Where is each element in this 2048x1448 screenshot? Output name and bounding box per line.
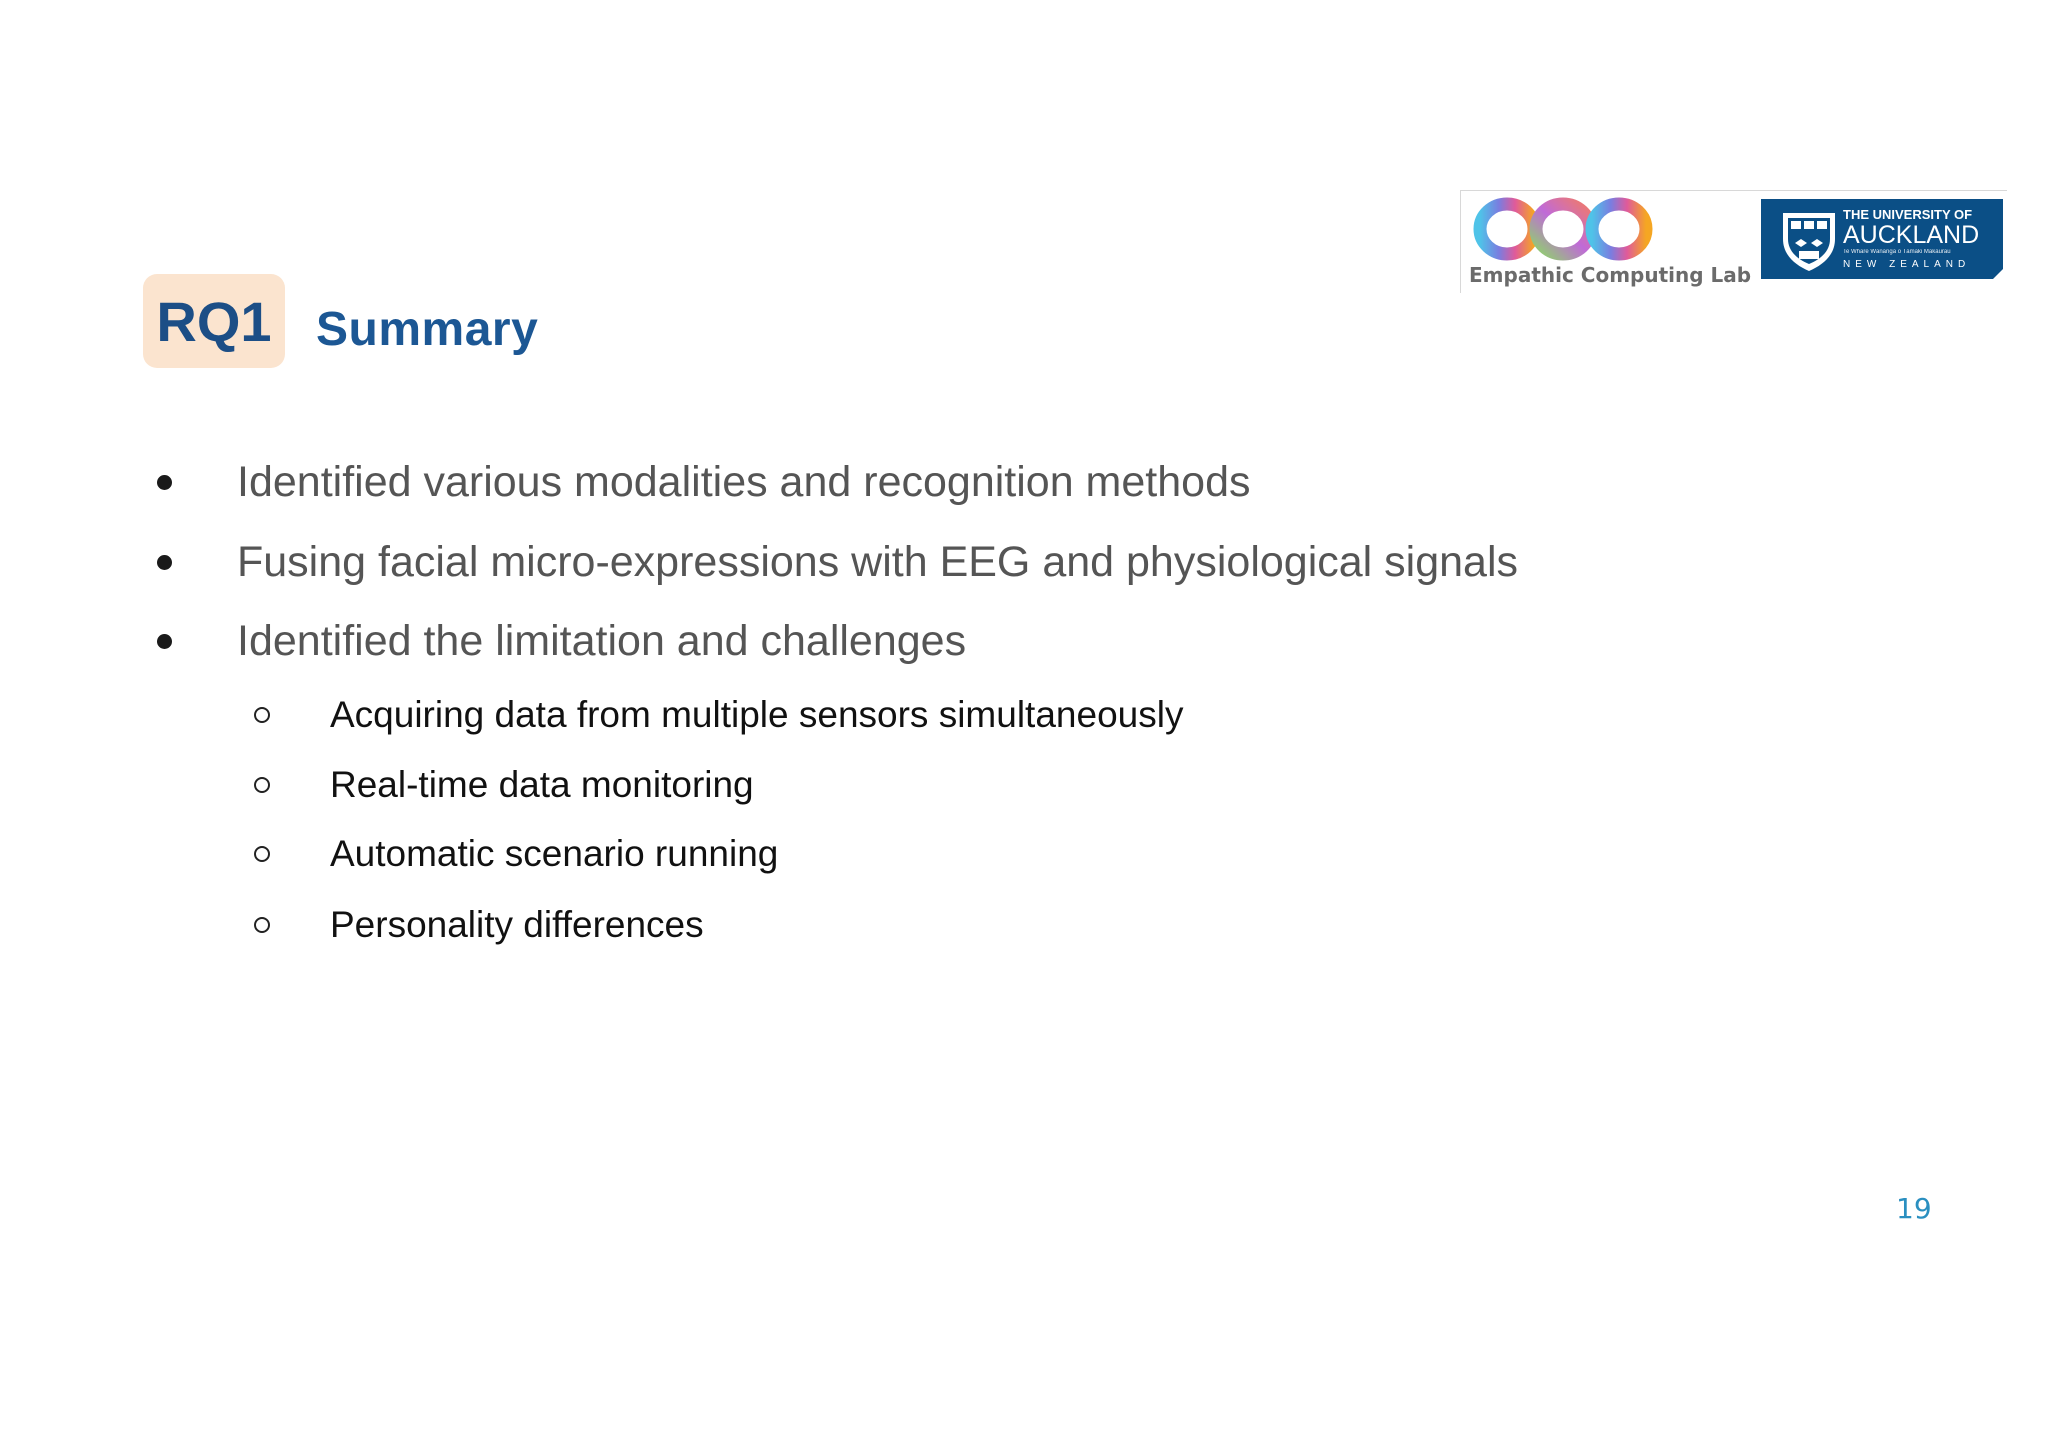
slide-title: Summary (316, 303, 539, 356)
rq-badge: RQ1 (143, 274, 285, 368)
university-maori-name: Te Whare Wānanga o Tāmaki Makaurau (1843, 249, 1951, 255)
bullet-circle-icon (254, 917, 270, 933)
bullet-item (150, 538, 1518, 587)
bullet-circle-icon (254, 846, 270, 862)
bullet-item (150, 617, 966, 666)
page-number: 19 (1896, 1192, 1932, 1225)
sub-bullet-item (254, 904, 704, 946)
sub-bullet-text: Automatic scenario running (330, 833, 779, 874)
sub-bullet-text: Acquiring data from multiple sensors simultaneously (330, 694, 1184, 735)
logo-strip (1460, 190, 2007, 293)
bullet-text: Fusing facial micro-expressions with EEG and physiological signals (237, 538, 1519, 586)
bullet-text: Identified various modalities and recognition methods (237, 458, 1251, 506)
university-top-line: THE UNIVERSITY OF (1843, 207, 1973, 222)
university-name: AUCKLAND (1843, 221, 1980, 249)
bullet-circle-icon (254, 777, 270, 793)
sub-bullet-text: Personality differences (330, 904, 704, 945)
bullet-item (150, 458, 1250, 507)
bullet-dot-icon (157, 634, 172, 649)
lab-name: Empathic Computing Lab (1469, 263, 1752, 287)
sub-bullet-item (254, 833, 778, 875)
university-country: NEW ZEALAND (1843, 259, 1971, 270)
sub-bullet-item (254, 694, 1183, 736)
bullet-circle-icon (254, 707, 270, 723)
bullet-text: Identified the limitation and challenges (237, 617, 967, 665)
sub-bullet-text: Real-time data monitoring (330, 764, 754, 805)
bullet-dot-icon (157, 555, 172, 570)
sub-bullet-item (254, 764, 754, 806)
bullet-dot-icon (157, 475, 172, 490)
